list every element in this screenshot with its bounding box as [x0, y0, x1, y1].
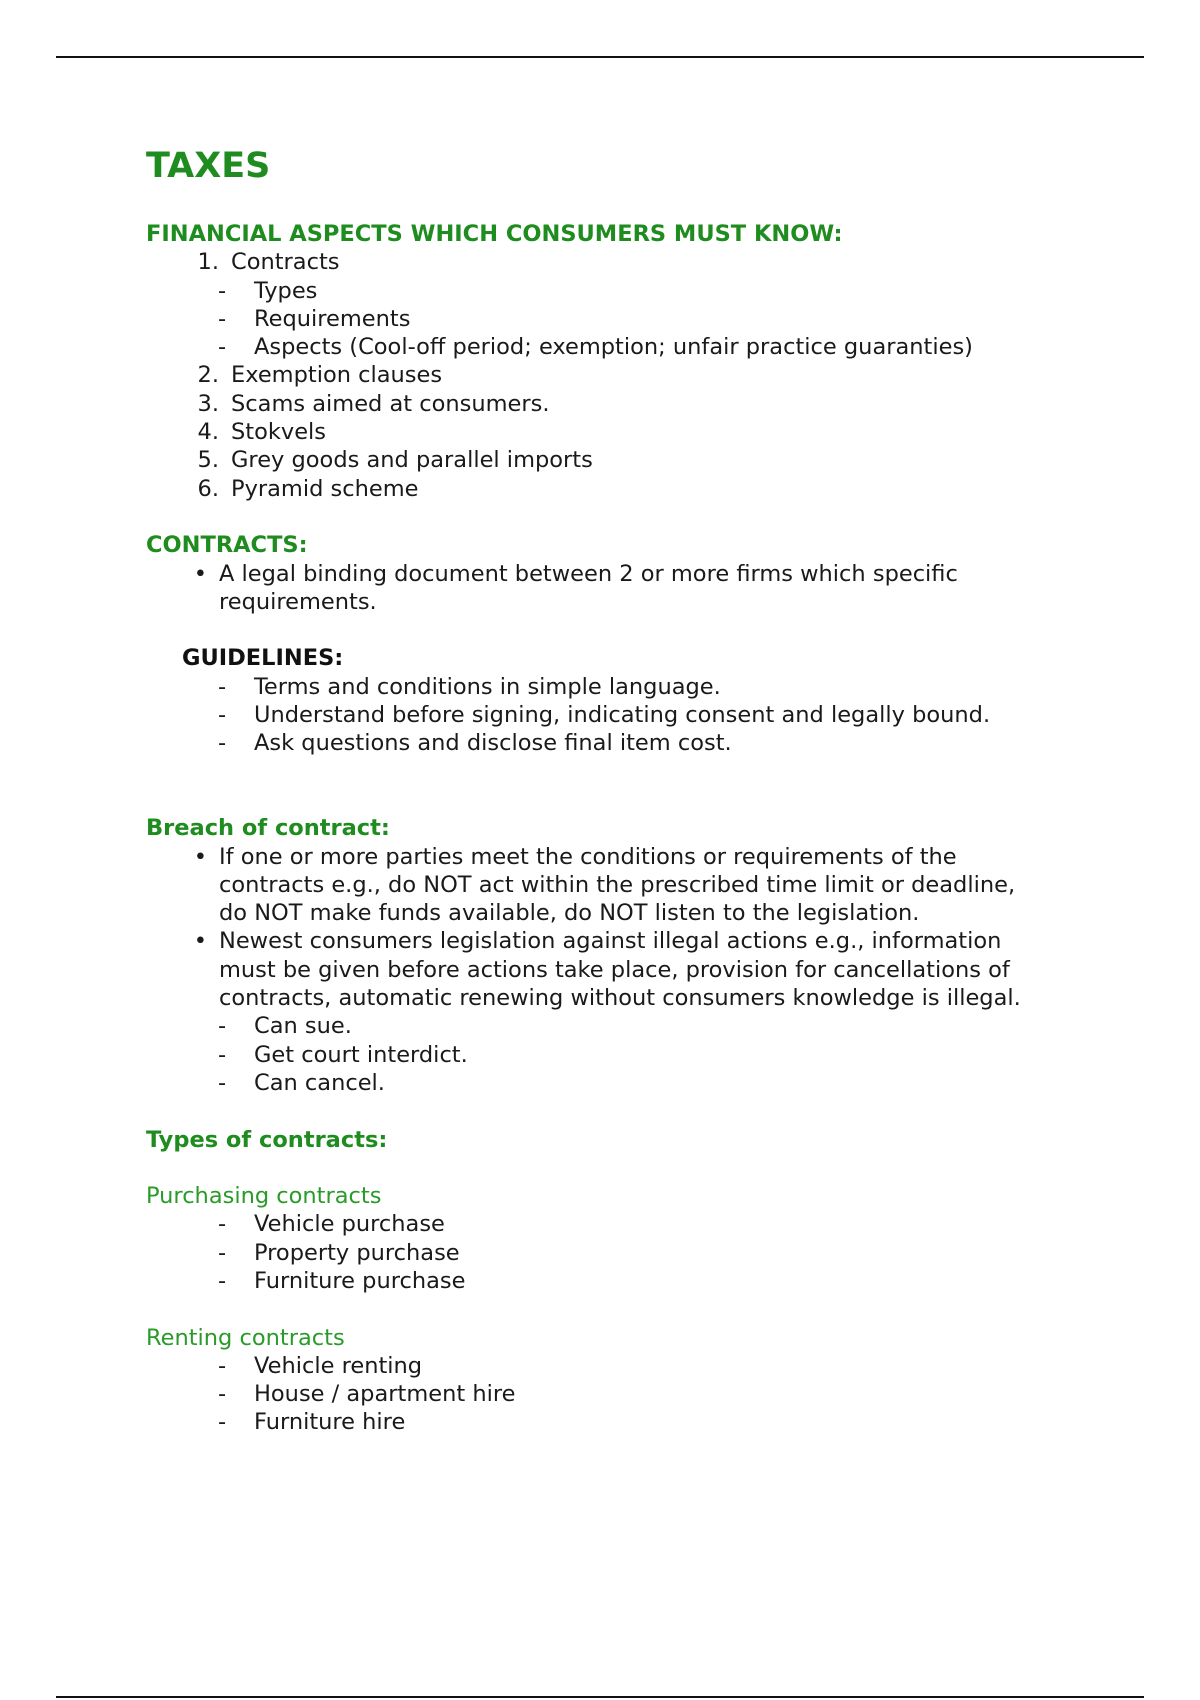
item-number: 1.: [197, 249, 219, 276]
item-number: 6.: [197, 475, 219, 502]
list-item: [146, 1408, 1066, 1436]
item-text: Get court interdict.: [254, 1041, 468, 1068]
breach-heading: Breach of contract:: [146, 815, 390, 842]
dash-marker: -: [218, 1239, 227, 1266]
list-item: [146, 729, 1066, 757]
dash-marker: -: [218, 1069, 227, 1096]
dash-marker: -: [218, 730, 227, 757]
list-item: [146, 475, 1066, 503]
list-item: [146, 248, 1066, 276]
types-heading: Types of contracts:: [146, 1126, 388, 1153]
item-text: Stokvels: [231, 419, 327, 446]
item-text: Contracts: [231, 249, 340, 276]
item-text: Vehicle renting: [254, 1352, 423, 1379]
dash-marker: -: [218, 1013, 227, 1040]
purchasing-heading: Purchasing contracts: [146, 1183, 382, 1210]
item-text: Types: [254, 277, 318, 304]
item-text: Property purchase: [254, 1239, 460, 1266]
dash-marker: -: [218, 305, 227, 332]
list-item: [146, 673, 1066, 701]
top-rule: [56, 56, 1144, 58]
item-text: Furniture purchase: [254, 1267, 466, 1294]
dash-marker: -: [218, 1211, 227, 1238]
contracts-heading: CONTRACTS:: [146, 532, 308, 559]
dash-marker: -: [218, 1352, 227, 1379]
item-text: Grey goods and parallel imports: [231, 447, 593, 474]
item-text: Ask questions and disclose final item cost.: [254, 730, 732, 757]
list-item: [146, 446, 1066, 474]
item-number: 5.: [197, 447, 219, 474]
list-item: [146, 1380, 1066, 1408]
item-text: Terms and conditions in simple language.: [254, 673, 721, 700]
item-text: Requirements: [254, 305, 411, 332]
list-item: [146, 1239, 1066, 1267]
list-item: [146, 1069, 1066, 1097]
list-item: [146, 361, 1066, 389]
list-item: [146, 333, 1066, 361]
item-text: Understand before signing, indicating consent and legally bound.: [254, 702, 991, 729]
list-item: [146, 1267, 1066, 1295]
list-item: [146, 418, 1066, 446]
item-text: Can cancel.: [254, 1069, 385, 1096]
bullet-marker: •: [193, 560, 207, 587]
item-text: Aspects (Cool-off period; exemption; unfair practice guaranties): [254, 334, 973, 361]
bullet-item: [146, 560, 1066, 617]
list-item: [146, 701, 1066, 729]
item-number: 2.: [197, 362, 219, 389]
list-item: [146, 1352, 1066, 1380]
list-item: [146, 1041, 1066, 1069]
list-item: [146, 305, 1066, 333]
dash-marker: -: [218, 334, 227, 361]
item-text: Scams aimed at consumers.: [231, 390, 550, 417]
dash-marker: -: [218, 1381, 227, 1408]
renting-heading: Renting contracts: [146, 1324, 345, 1351]
item-text: House / apartment hire: [254, 1381, 516, 1408]
document-body: [146, 141, 1066, 1437]
dash-marker: -: [218, 277, 227, 304]
bullet-marker: •: [193, 928, 207, 955]
dash-marker: -: [218, 1409, 227, 1436]
bottom-rule: [56, 1696, 1144, 1698]
item-text: If one or more parties meet the conditions or requirements of the contracts e.g., do NOT act within the prescribed time limit or deadline, do NOT make funds available, do NOT listen to the legislation.: [219, 843, 1016, 927]
list-item: [146, 1210, 1066, 1238]
item-text: A legal binding document between 2 or more firms which specific requirements.: [219, 560, 958, 615]
financial-heading: FINANCIAL ASPECTS WHICH CONSUMERS MUST KNOW:: [146, 221, 843, 247]
item-text: Exemption clauses: [231, 362, 443, 389]
bullet-marker: •: [193, 843, 207, 870]
dash-marker: -: [218, 1267, 227, 1294]
guidelines-heading: GUIDELINES:: [182, 645, 344, 672]
dash-marker: -: [218, 702, 227, 729]
bullet-item: [146, 927, 1066, 1012]
bullet-item: [146, 843, 1066, 928]
item-number: 3.: [197, 390, 219, 417]
item-text: Vehicle purchase: [254, 1211, 445, 1238]
item-text: Can sue.: [254, 1013, 352, 1040]
item-number: 4.: [197, 419, 219, 446]
list-item: [146, 390, 1066, 418]
page-title: TAXES: [146, 146, 271, 186]
dash-marker: -: [218, 673, 227, 700]
list-item: [146, 1012, 1066, 1040]
item-text: Furniture hire: [254, 1409, 406, 1436]
dash-marker: -: [218, 1041, 227, 1068]
list-item: [146, 277, 1066, 305]
item-text: Pyramid scheme: [231, 475, 419, 502]
item-text: Newest consumers legislation against illegal actions e.g., information must be given before actions take place, provision for cancellations of contracts, automatic renewing without consumers knowledge is illegal.: [219, 928, 1021, 1012]
